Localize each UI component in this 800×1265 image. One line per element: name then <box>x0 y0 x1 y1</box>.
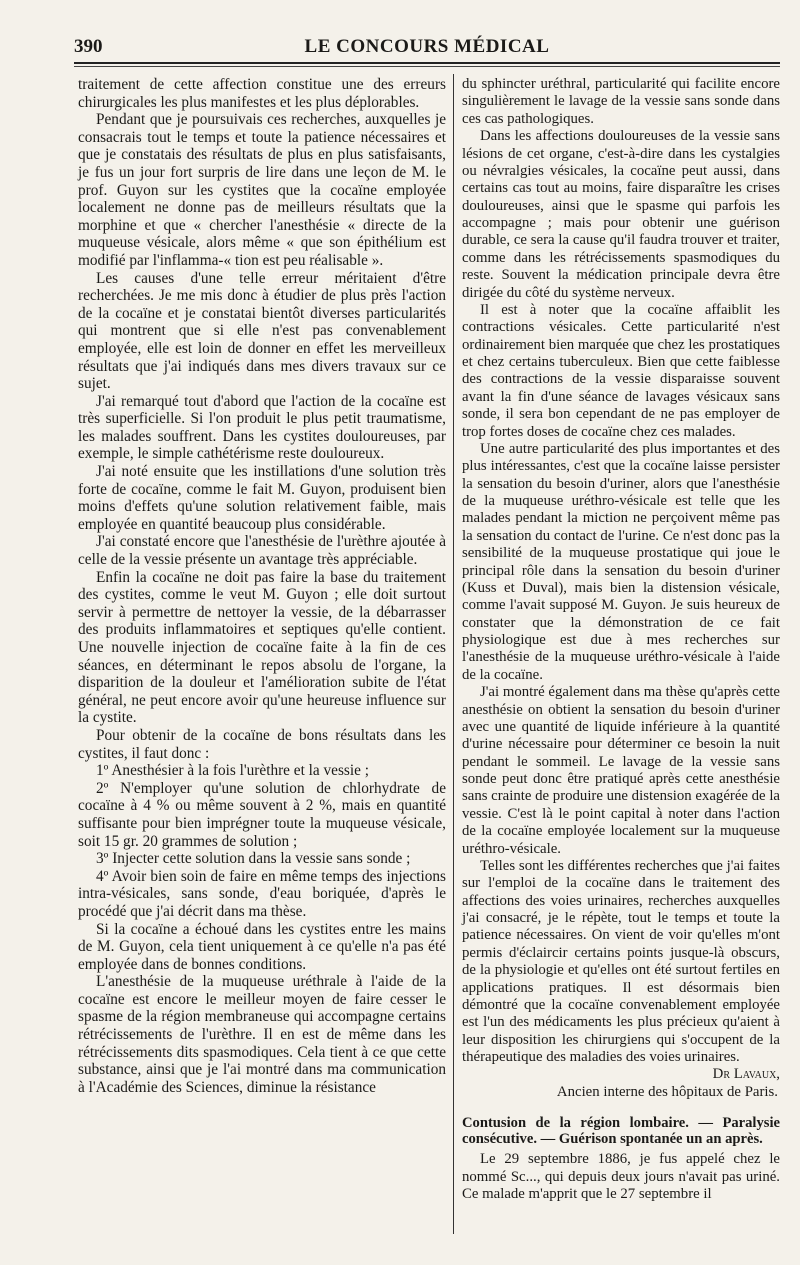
paragraph: Il est à noter que la cocaïne affaiblit les contractions vésicales. Cette particularité n'est ordinairement bien marquée que chez les prostatiques et chez certains tuberculeux. Bien que cette faiblesse des contractions de la vessie disparaisse souvent avant la fin d'une séance de lavages vésicaux sans sonde, il sera bon cependant de ne pas employer de trop fortes doses de cocaïne chez ces malades. <box>462 301 781 440</box>
header-rule-thin <box>74 66 780 67</box>
list-item: 4º Avoir bien soin de faire en même temps des injections intra-vésicales, sans sonde, d'eau boriquée, d'après le procédé que j'ai décrit dans ma thèse. <box>78 867 446 920</box>
paragraph: Telles sont les différentes recherches que j'ai faites sur l'emploi de la cocaïne dans le traitement des affections des voies urinaires, recherches auxquelles j'ai consacré, je le répète, tout le temps et toute la patience nécessaires. On vient de voir qu'elles m'ont permis d'éclaircir certains points jusque-là obscurs, de la physiologie et qu'elles ont été surtout fertiles en applications pratiques. Il est désormais bien démontré que la cocaïne convenablement employée est l'un des médicaments les plus précieux qu'aient à leur disposition les chirurgiens qui s'occupent de la thérapeutique des maladies des voies urinaires. <box>462 857 780 1065</box>
paragraph: Les causes d'une telle erreur méritaient d'être recherchées. Je me mis donc à étudier de plus près l'action de la cocaïne et je constatai bientôt diverses particularités qui montrent que si elle n'est pas convenablement employée, elle est loin de donner en effet les merveilleux résultats que j'ai indiqués dans mes divers travaux sur ce sujet. <box>78 269 446 393</box>
paragraph: Si la cocaïne a échoué dans les cystites entre les mains de M. Guyon, cela tient uniquement à ce qu'elle n'a pas été employée dans de bonnes conditions. <box>78 920 446 973</box>
signature-name <box>462 1066 780 1083</box>
paragraph: L'anesthésie de la muqueuse uréthrale à l'aide de la cocaïne est encore le meilleur moyen de faire cesser le spasme de la région membraneuse qui accompagne certains rétrécissements de l'urèthre. Il en est de même dans les rétrécissements dits spasmodiques. Cela tient à ce que cette substance, ainsi que je l'ai montré dans ma communication à l'Académie des Sciences, diminue la résistance <box>78 973 446 1096</box>
paragraph: Dans les affections douloureuses de la vessie sans lésions de cet organe, c'est-à-dire dans les cystalgies ou névralgies vésicales, la cocaïne peut aussi, dans certains cas tout au moins, faire disparaître les crises douloureuses, ainsi que le spasme qui parfois les accompagne ; mais pour obtenir une guérison durable, ce sera la cause qu'il faudra trouver et traiter, comme dans les rétrécissements spasmodiques du reste. Souvent la médication principale devra être dirigée du côté du système nerveux. <box>462 128 780 301</box>
running-title: LE CONCOURS MÉDICAL <box>304 36 550 57</box>
list-item: 1º Anesthésier à la fois l'urèthre et la vessie ; <box>96 762 369 780</box>
header-rule <box>74 62 780 64</box>
page-number: 390 <box>74 36 103 57</box>
list-item: 3º Injecter cette solution dans la vessie sans sonde ; <box>96 850 411 868</box>
paragraph: Enfin la cocaïne ne doit pas faire la base du traitement des cystites, comme le veut M. Guyon ; elle doit surtout servir à permettre de nettoyer la vessie, de la débarrasser des produits inflammatoires et septiques qu'elle contient. Une nouvelle injection de cocaïne faite à la fin de ces séances, en déterminant le repos absolu de l'organe, la disparition de la douleur et l'amélioration subite de l'état général, ne peut encore avoir qu'une heureuse influence sur la cystite. <box>78 568 446 727</box>
paragraph: Une autre particularité des plus importantes et des plus intéressantes, c'est que la cocaïne laisse persister la sensation du besoin d'uriner, alors que l'anesthésie de la muqueuse uréthro-vésicale est telle que les malades pendant la miction ne perçoivent même pas la sensation du contact de l'urine. Ce n'est donc pas la sensibilité de la muqueuse prostatique qui joue le principal rôle dans la sensation du besoin d'uriner (Kuss et Duval), mais bien la distension vésicale, comme l'avait supposé M. Guyon. Je suis heureux de constater que la démonstration de ce fait physiologique est due à mes recherches sur l'anesthésie de la muqueuse uréthro-vésicale à l'aide de la cocaïne. <box>462 440 780 683</box>
column-divider <box>453 74 454 1234</box>
paragraph: Pour obtenir de la cocaïne de bons résultats dans les cystites, il faut donc : <box>78 726 446 762</box>
page-header <box>74 34 780 60</box>
paragraph: Le 29 septembre 1886, je fus appelé chez le nommé Sc..., qui depuis deux jours n'avait pas uriné. Ce malade m'apprit que le 27 septembre il <box>462 1151 780 1202</box>
paragraph: Pendant que je poursuivais ces recherches, auxquelles je consacrais tout le temps et toute la patience nécessaires et que je constatais des résultats de plus en plus satisfaisants, je fus un jour fort surpris de lire dans une leçon de M. le prof. Guyon sur les cystites que la cocaïne employée localement ne donne pas de meilleurs résultats que la morphine et que « chercher l'anesthésie « directe de la muqueuse vésicale, alors même « que son épithélium est modifié par l'inflamma-« tion est peu réalisable ». <box>78 111 446 269</box>
section-title: Contusion de la région lombaire. — Paralysie consécutive. — Guérison spontanée un an après. <box>462 1115 780 1148</box>
author-name: Dr Lavaux, <box>712 1066 780 1083</box>
paragraph: J'ai remarqué tout d'abord que l'action de la cocaïne est très superficielle. Si l'on produit le plus petit traumatisme, les malades souffrent. Dans les cystites douloureuses, par exemple, le simple cathétérisme reste douloureux. <box>78 392 446 463</box>
paragraph: J'ai montré également dans ma thèse qu'après cette anesthésie on obtient la sensation du besoin d'uriner avec une quantité de liquide inférieure à la quantité d'urine nécessaire pour déterminer ce besoin la nuit pendant le sommeil. Le lavage de la vessie sans sonde peut donc être pratiqué après cette anesthésie sans crainte de produire une distension exagérée de la vessie. C'est là le point capital à noter dans l'action de la cocaïne employée localement sur la muqueuse uréthro-vésicale. <box>462 684 781 857</box>
signature-title: Ancien interne des hôpitaux de Paris. <box>556 1083 778 1100</box>
list-item: 2º N'employer qu'une solution de chlorhydrate de cocaïne à 4 % ou même souvent à 2 %, mais en quantité suffisante pour bien imprégner toute la muqueuse vésicale, soit 15 gr. 20 grammes de solution ; <box>78 779 446 850</box>
paragraph: J'ai noté ensuite que les instillations d'une solution très forte de cocaïne, comme le fait M. Guyon, produisent bien moins d'effets qu'une solution relativement faible, mais employée en quantité beaucoup plus considérable. <box>78 463 446 533</box>
paragraph: traitement de cette affection constitue une des erreurs chirurgicales les plus manifestes et les plus déplorables. <box>78 76 446 111</box>
left-column <box>78 76 446 1096</box>
right-column <box>462 76 780 1203</box>
paragraph: J'ai constaté encore que l'anesthésie de l'urèthre ajoutée à celle de la vessie présente un avantage très appréciable. <box>78 533 446 569</box>
paragraph: du sphincter uréthral, particularité qui facilite encore singulièrement le lavage de la vessie sans sonde dans ces cas pathologiques. <box>462 76 780 127</box>
